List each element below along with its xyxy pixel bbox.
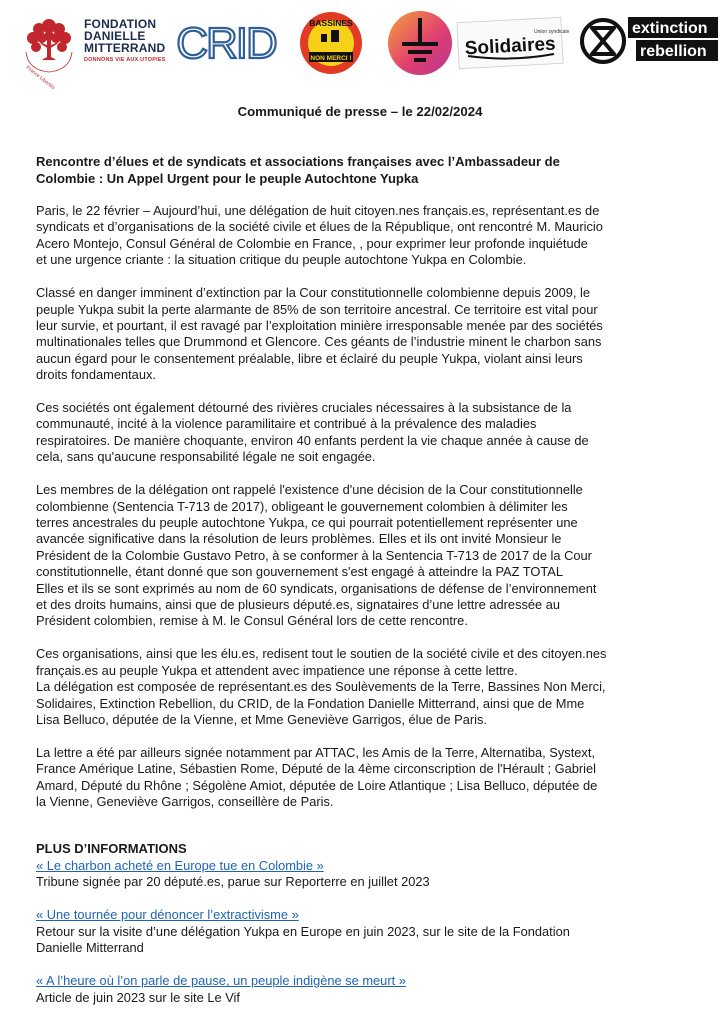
- list-item: [36, 907, 686, 956]
- more-info-heading: PLUS D’INFORMATIONS: [36, 841, 187, 856]
- body-line: Elles et ils se sont exprimés au nom de 60 syndicats, organisations de défense de l’environnement: [36, 580, 597, 596]
- crid-logo: [178, 14, 274, 70]
- body-line: Solidaires, Extinction Rebellion, du CRID, de la Fondation Danielle Mitterrand, ainsi que de Mme: [36, 695, 585, 711]
- body-line: Paris, le 22 février – Aujourd’hui, une délégation de huit citoyen.nes français.es, représentant.es de: [36, 203, 600, 218]
- svg-text:Union syndicale: Union syndicale: [534, 29, 570, 35]
- body-line: Classé en danger imminent d’extinction par la Cour constitutionnelle colombienne depuis 2009, le: [36, 285, 591, 301]
- body-line: Ces organisations, ainsi que les élu.es, redisent tout le soutien de la société civile et des citoyen.nes: [36, 646, 607, 662]
- body-line: aucun égard pour le consentement préalable, libre et éclairé du peuple Yukpa, violant ainsi leurs: [36, 350, 583, 366]
- title-line: Colombie : Un Appel Urgent pour le peuple Autochtone Yupka: [36, 171, 419, 186]
- link-tournee-article[interactable]: « Une tournée pour dénoncer l’extractivisme »: [36, 907, 299, 923]
- body-line: terres ancestrales du peuple autochtone Yukpa, ce qui pourrait potentiellement représenter une: [36, 515, 578, 530]
- press-release-body: [36, 203, 686, 827]
- extinction-hourglass-icon: [578, 16, 628, 66]
- body-line: Lisa Belluco, députée de la Vienne, et Mme Geneviève Garrigos, élue de Paris.: [36, 711, 487, 727]
- body-line: la Vienne, Geneviève Garrigos, conseillère de Paris.: [36, 794, 334, 810]
- fdm-line-3: MITTERRAND: [84, 41, 166, 55]
- body-line: français.es au peuple Yukpa et attendent avec impatience une réponse à cette lettre.: [36, 662, 518, 678]
- svg-text:BASSINES: BASSINES: [309, 18, 353, 28]
- link-charbon-article[interactable]: « Le charbon acheté en Europe tue en Colombie »: [36, 858, 324, 873]
- body-line: et une urgence criante : la situation critique du peuple autochtone Yukpa en Colombie.: [36, 252, 527, 268]
- link-pause-article[interactable]: « A l’heure où l’on parle de pause, un peuple indigène se meurt »: [36, 973, 406, 989]
- fdm-line-1: FONDATION: [84, 17, 157, 31]
- body-line: leur survie, et pourtant, il est ravagé par l’exploitation minière irresponsable menée par des sociétés: [36, 317, 603, 333]
- svg-text:NON MERCI !: NON MERCI !: [310, 55, 352, 62]
- body-line: Amard, Député du Rhône ; Ségolène Amiot, députée de Loire Atlantique ; Lisa Belluco, députée de: [36, 777, 598, 793]
- body-line: respiratoires. De manière choquante, environ 40 enfants perdent la vie chaque année à cause de: [36, 432, 589, 448]
- press-release-date: Communiqué de presse – le 22/02/2024: [237, 104, 483, 119]
- svg-text:Solidaires: Solidaires: [464, 33, 557, 60]
- press-release-title: [36, 153, 686, 187]
- body-line: La délégation est composée de représentant.es des Soulèvements de la Terre, Bassines Non Merci,: [36, 679, 606, 695]
- body-line: peuple Yukpa subit la perte alarmante de 85% de son territoire ancestral. Ce territoire est vital pour: [36, 301, 598, 317]
- body-line: communauté, incité à la violence paramilitaire et contribué à la prévalence des maladies: [36, 416, 537, 432]
- body-line: Les membres de la délégation ont rappelé l'existence d'une décision de la Cour constitutionnelle: [36, 482, 583, 498]
- paragraph-intro: [36, 203, 686, 269]
- svg-text:CRID: CRID: [176, 19, 276, 68]
- body-line: et des droits humains, ainsi que de plusieurs député.es, signataires d’une lettre adressée au: [36, 597, 561, 613]
- body-line: Président colombien, remise à M. le Consul Général lors de cette rencontre.: [36, 613, 468, 629]
- earth-ground-icon: [387, 10, 453, 76]
- fdm-line-2: DANIELLE: [84, 29, 146, 43]
- fdm-tagline: DONNONS VIE AUX UTOPIES: [84, 57, 166, 63]
- fdm-tree-logo-icon: [20, 12, 78, 91]
- link-description: Retour sur la visite d’une délégation Yukpa en Europe en juin 2023, sur le site de la Fondation: [36, 923, 570, 939]
- body-line: Ces sociétés ont également détourné des rivières cruciales nécessaires à la subsistance de la: [36, 400, 572, 416]
- body-line: avancée significative dans la résolution de leurs problèmes. Elles et ils ont invité Monsieur le: [36, 531, 562, 547]
- body-line: La lettre a été par ailleurs signée notamment par ATTAC, les Amis de la Terre, Alternatiba, Systext,: [36, 744, 595, 760]
- link-description: Article de juin 2023 sur le site Le Vif: [36, 989, 240, 1005]
- logo-banner: [0, 6, 720, 91]
- paragraph-court-decision: [36, 482, 686, 630]
- list-item: [36, 973, 686, 1006]
- svg-text:France Libertés: France Libertés: [24, 64, 56, 91]
- list-item: [36, 858, 686, 891]
- link-description: Tribune signée par 20 député.es, parue sur Reporterre en juillet 2023: [36, 874, 430, 890]
- body-line: Président de la Colombie Gustavo Petro, à se conformer à la Sentencia T-713 de 2017 de la Cour: [36, 547, 592, 563]
- body-line: constitutionnelle, étant donné que son gouvernement s'est engagé à atteindre la PAZ TOTAL: [36, 564, 564, 580]
- body-line: syndicats et d’organisations de la société civile et élues de la République, ont rencontré M. Mauricio: [36, 219, 603, 235]
- body-line: France Amérique Latine, Sébastien Rome, Député de la 4ème circonscription de l'Hérault ; Gabriel: [36, 761, 597, 777]
- link-description: Danielle Mitterrand: [36, 940, 144, 956]
- svg-text:extinction: extinction: [632, 20, 708, 37]
- body-line: colombienne (Sentencia T-713 de 2017), obligeant le gouvernement colombien à délimiter les: [36, 498, 568, 514]
- body-line: cela, sans qu'aucune responsabilité légale ne soit engagée.: [36, 449, 376, 465]
- title-line: Rencontre d’élues et de syndicats et associations françaises avec l’Ambassadeur de: [36, 154, 560, 169]
- paragraph-delegation: [36, 646, 686, 728]
- paragraph-signatories: [36, 745, 686, 811]
- body-line: droits fondamentaux.: [36, 367, 156, 383]
- solidaires-logo: [454, 16, 570, 70]
- body-line: Acero Montejo, Consul Général de Colombie en France, , pour exprimer leur profonde inquiétude: [36, 235, 588, 251]
- paragraph-rivers: [36, 400, 686, 466]
- bassines-non-merci-logo: [295, 10, 367, 76]
- paragraph-extinction: [36, 285, 686, 383]
- extinction-rebellion-wordmark: [628, 17, 718, 63]
- svg-text:rebellion: rebellion: [640, 43, 707, 60]
- body-line: multinationales telles que Drummond et Glencore. Ces géants de l’industrie minent le charbon sans: [36, 334, 602, 350]
- more-info-list: [36, 858, 686, 1023]
- fdm-wordmark: [84, 18, 172, 63]
